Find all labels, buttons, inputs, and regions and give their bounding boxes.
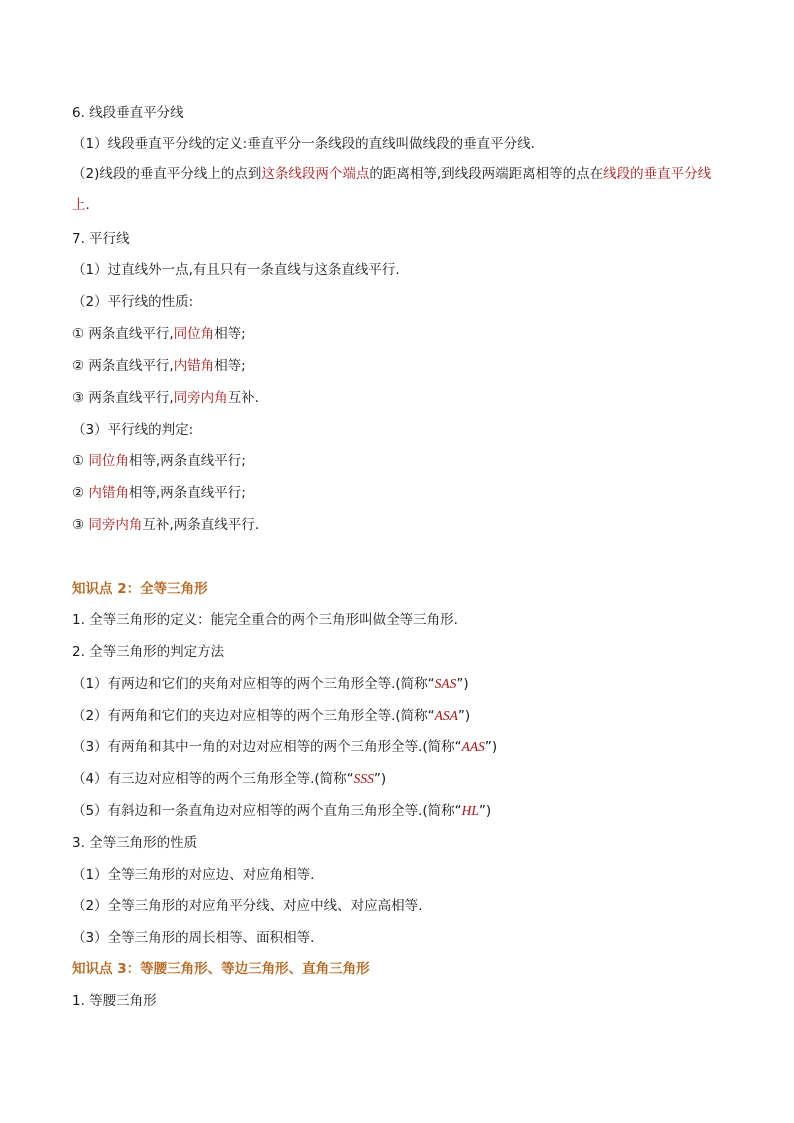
criterion-item-1: [72, 451, 246, 471]
kp2-properties-heading: 3. 全等三角形的性质: [72, 835, 198, 851]
section-6-heading: 6. 线段垂直平分线: [72, 105, 184, 121]
text-run: ③ 两条直线平行,: [72, 390, 174, 406]
method-item-5: [72, 801, 491, 821]
property-item-1: [72, 324, 246, 344]
criterion-item-3: [72, 515, 259, 535]
text-run: （5）有斜边和一条直角边对应相等的两个直角三角形全等.(简称“: [72, 803, 462, 819]
highlight-text: 同位角: [88, 453, 129, 469]
highlight-text: 线段的垂直平分线上: [72, 166, 712, 213]
text-run: 互补,两条直线平行.: [142, 517, 259, 533]
text-run: ”): [457, 708, 471, 724]
abbreviation: HL: [461, 803, 479, 818]
section-6-line-1: （1）线段垂直平分线的定义:垂直平分一条线段的直线叫做线段的垂直平分线.: [72, 136, 535, 152]
text-run: （3）有两角和其中一角的对边对应相等的两个三角形全等.(简称“: [72, 739, 462, 755]
knowledge-point-2-heading: 知识点 2：全等三角形: [72, 581, 208, 597]
text-run: （1）有两边和它们的夹角对应相等的两个三角形全等.(简称“: [72, 676, 435, 692]
highlight-text: 同位角: [173, 326, 215, 342]
text-run: ② 两条直线平行,: [72, 358, 174, 374]
knowledge-point-3-heading: 知识点 3：等腰三角形、等边三角形、直角三角形: [72, 961, 370, 977]
abbreviation: SAS: [434, 676, 457, 691]
text-run: ③: [72, 517, 89, 533]
text-run: 相等,两条直线平行;: [128, 485, 246, 501]
text-run: （2)线段的垂直平分线上的点到: [72, 166, 262, 182]
kp2-definition: 1. 全等三角形的定义：能完全重合的两个三角形叫做全等三角形.: [72, 612, 458, 628]
property-item-3: [72, 388, 259, 408]
text-run: ”): [456, 676, 469, 692]
text-run: （2）有两角和它们的夹边对应相等的两个三角形全等.(简称“: [72, 708, 435, 724]
method-item-1: [72, 674, 469, 694]
highlight-text: 这条线段两个端点: [261, 166, 370, 182]
text-run: ”): [478, 803, 492, 819]
kp3-item-1: 1. 等腰三角形: [72, 993, 157, 1009]
text-run: 相等;: [214, 326, 246, 342]
section-7-heading: 7. 平行线: [72, 231, 130, 247]
kp2-methods-heading: 2. 全等三角形的判定方法: [72, 644, 225, 660]
section-6-line-2: [72, 159, 727, 221]
text-run: 的距离相等,到线段两端距离相等的点在: [369, 166, 604, 182]
text-run: ”): [484, 739, 498, 755]
text-run: 互补.: [227, 390, 259, 406]
method-item-3: [72, 737, 497, 757]
text-run: 相等;: [214, 358, 246, 374]
abbreviation: ASA: [434, 708, 458, 723]
kp2-property-2: （2）全等三角形的对应角平分线、对应中线、对应高相等.: [72, 898, 423, 914]
section-7-line-2: （2）平行线的性质:: [72, 294, 194, 310]
property-item-2: [72, 356, 246, 376]
abbreviation: SSS: [353, 771, 374, 786]
text-run: （4）有三边对应相等的两个三角形全等.(简称“: [72, 771, 354, 787]
text-run: ②: [72, 485, 89, 501]
criterion-item-2: [72, 483, 246, 503]
text-run: ① 两条直线平行,: [72, 326, 174, 342]
method-item-4: [72, 769, 386, 789]
kp2-property-1: （1）全等三角形的对应边、对应角相等.: [72, 867, 315, 883]
highlight-text: 同旁内角: [173, 390, 228, 406]
text-run: ①: [72, 453, 89, 469]
text-run: 相等,两条直线平行;: [128, 453, 246, 469]
highlight-text: 内错角: [173, 358, 215, 374]
method-item-2: [72, 706, 470, 726]
kp2-property-3: （3）全等三角形的周长相等、面积相等.: [72, 930, 315, 946]
text-run: ”): [373, 771, 387, 787]
highlight-text: 同旁内角: [88, 517, 143, 533]
text-run: .: [85, 197, 90, 213]
section-7-line-1: （1）过直线外一点,有且只有一条直线与这条直线平行.: [72, 262, 400, 278]
section-7-line-3: （3）平行线的判定:: [72, 422, 194, 438]
abbreviation: AAS: [461, 739, 485, 754]
highlight-text: 内错角: [88, 485, 129, 501]
